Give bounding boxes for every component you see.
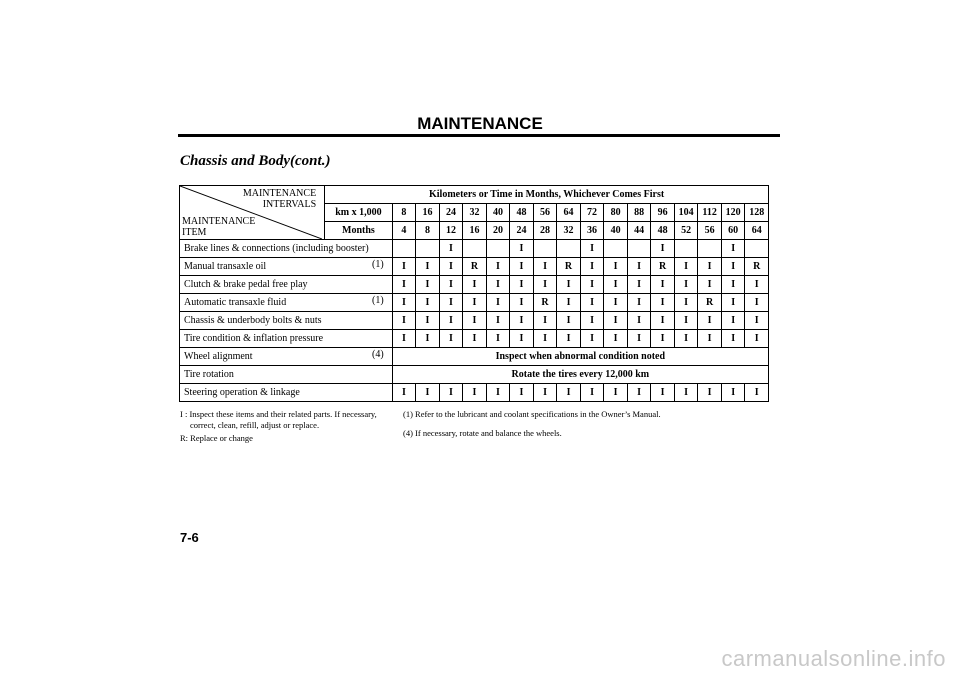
interval-cell: I bbox=[627, 276, 651, 294]
interval-cell: I bbox=[580, 258, 604, 276]
interval-cell: I bbox=[416, 330, 440, 348]
interval-cell: I bbox=[580, 330, 604, 348]
interval-cell: I bbox=[533, 312, 557, 330]
item-note: (4) bbox=[372, 349, 384, 360]
item-label: Automatic transaxle fluid bbox=[184, 297, 287, 308]
interval-cell: R bbox=[745, 258, 769, 276]
interval-cell bbox=[745, 240, 769, 258]
km-cell: 32 bbox=[463, 204, 487, 222]
interval-cell: I bbox=[557, 312, 581, 330]
interval-cell: I bbox=[392, 276, 416, 294]
interval-cell: I bbox=[698, 312, 722, 330]
span-cell: Rotate the tires every 12,000 km bbox=[392, 366, 768, 384]
interval-cell: I bbox=[392, 294, 416, 312]
legend-footnotes bbox=[180, 409, 377, 444]
item-cell bbox=[180, 366, 393, 384]
interval-cell: I bbox=[674, 330, 698, 348]
interval-cell: I bbox=[463, 330, 487, 348]
interval-cell: I bbox=[604, 294, 628, 312]
km-cell: 88 bbox=[627, 204, 651, 222]
interval-cell: I bbox=[510, 294, 534, 312]
item-cell bbox=[180, 294, 393, 312]
km-cell: 48 bbox=[510, 204, 534, 222]
interval-cell bbox=[486, 240, 510, 258]
item-label: Wheel alignment bbox=[184, 351, 253, 362]
interval-cell: R bbox=[533, 294, 557, 312]
interval-cell: R bbox=[651, 258, 675, 276]
interval-cell: I bbox=[604, 258, 628, 276]
months-cell: 60 bbox=[721, 222, 745, 240]
interval-cell: I bbox=[533, 258, 557, 276]
months-cell: 56 bbox=[698, 222, 722, 240]
item-note: (1) bbox=[372, 259, 384, 270]
corner-header bbox=[180, 186, 325, 240]
interval-cell: I bbox=[674, 294, 698, 312]
interval-cell: R bbox=[698, 294, 722, 312]
interval-cell: I bbox=[721, 258, 745, 276]
interval-cell: I bbox=[439, 312, 463, 330]
interval-cell: I bbox=[580, 240, 604, 258]
header-row-top bbox=[180, 186, 769, 204]
table-row bbox=[180, 294, 769, 312]
interval-cell: I bbox=[721, 276, 745, 294]
legend-replace: R: Replace or change bbox=[180, 433, 253, 443]
km-cell: 72 bbox=[580, 204, 604, 222]
months-cell: 44 bbox=[627, 222, 651, 240]
interval-cell: I bbox=[439, 294, 463, 312]
interval-cell: I bbox=[604, 276, 628, 294]
interval-cell: I bbox=[463, 276, 487, 294]
interval-cell: I bbox=[557, 276, 581, 294]
interval-cell: I bbox=[486, 384, 510, 402]
interval-cell bbox=[698, 240, 722, 258]
months-cell: 4 bbox=[392, 222, 416, 240]
interval-cell: I bbox=[580, 294, 604, 312]
watermark: carmanualsonline.info bbox=[721, 646, 946, 671]
title-rule bbox=[178, 134, 780, 137]
table-row bbox=[180, 312, 769, 330]
interval-cell bbox=[557, 240, 581, 258]
interval-cell: I bbox=[416, 294, 440, 312]
interval-cell: I bbox=[721, 240, 745, 258]
legend-inspect: I : Inspect these items and their related parts. If necessary, bbox=[180, 409, 377, 419]
km-cell: 16 bbox=[416, 204, 440, 222]
span-cell: Inspect when abnormal condition noted bbox=[392, 348, 768, 366]
item-label: Tire condition & inflation pressure bbox=[184, 333, 324, 344]
months-cell: 36 bbox=[580, 222, 604, 240]
interval-cell: I bbox=[580, 312, 604, 330]
interval-cell: I bbox=[533, 330, 557, 348]
interval-cell: I bbox=[721, 330, 745, 348]
km-cell: 8 bbox=[392, 204, 416, 222]
months-cell: 64 bbox=[745, 222, 769, 240]
km-cell: 24 bbox=[439, 204, 463, 222]
interval-cell: I bbox=[439, 240, 463, 258]
page-number: 7-6 bbox=[180, 530, 199, 545]
interval-cell: I bbox=[698, 276, 722, 294]
interval-cell: I bbox=[533, 276, 557, 294]
km-cell: 40 bbox=[486, 204, 510, 222]
interval-cell: I bbox=[745, 276, 769, 294]
interval-cell: I bbox=[745, 330, 769, 348]
interval-cell bbox=[604, 240, 628, 258]
item-cell bbox=[180, 330, 393, 348]
interval-cell: R bbox=[557, 258, 581, 276]
interval-cell: I bbox=[392, 330, 416, 348]
item-note: (1) bbox=[372, 295, 384, 306]
interval-cell: I bbox=[698, 330, 722, 348]
interval-cell: I bbox=[604, 312, 628, 330]
months-cell: 40 bbox=[604, 222, 628, 240]
legend-inspect-cont: correct, clean, refill, adjust or replace. bbox=[190, 420, 320, 430]
corner-item-label: MAINTENANCE ITEM bbox=[182, 216, 256, 238]
item-label: Clutch & brake pedal free play bbox=[184, 279, 308, 290]
maintenance-table bbox=[179, 185, 769, 402]
months-cell: 24 bbox=[510, 222, 534, 240]
item-label: Chassis & underbody bolts & nuts bbox=[184, 315, 322, 326]
interval-cell: I bbox=[745, 294, 769, 312]
interval-cell bbox=[392, 240, 416, 258]
table-row bbox=[180, 366, 769, 384]
interval-cell: I bbox=[557, 384, 581, 402]
months-cell: 28 bbox=[533, 222, 557, 240]
months-cell: 16 bbox=[463, 222, 487, 240]
interval-cell: I bbox=[627, 312, 651, 330]
interval-cell: I bbox=[651, 312, 675, 330]
interval-cell: I bbox=[627, 258, 651, 276]
interval-cell: I bbox=[510, 240, 534, 258]
interval-cell: I bbox=[439, 330, 463, 348]
interval-cell: I bbox=[463, 384, 487, 402]
item-cell bbox=[180, 240, 393, 258]
interval-cell: I bbox=[392, 258, 416, 276]
section-title: Chassis and Body(cont.) bbox=[180, 153, 331, 169]
months-cell: 12 bbox=[439, 222, 463, 240]
interval-cell: R bbox=[463, 258, 487, 276]
interval-cell: I bbox=[486, 312, 510, 330]
km-cell: 56 bbox=[533, 204, 557, 222]
interval-cell bbox=[533, 240, 557, 258]
interval-cell: I bbox=[604, 330, 628, 348]
interval-cell: I bbox=[580, 276, 604, 294]
km-cell: 80 bbox=[604, 204, 628, 222]
item-label: Manual transaxle oil bbox=[184, 261, 267, 272]
item-label: Steering operation & linkage bbox=[184, 387, 300, 398]
interval-cell: I bbox=[698, 258, 722, 276]
km-cell: 64 bbox=[557, 204, 581, 222]
item-label: Brake lines & connections (including booster) bbox=[184, 243, 369, 254]
interval-cell: I bbox=[674, 276, 698, 294]
interval-cell: I bbox=[392, 312, 416, 330]
notes-footnotes bbox=[403, 409, 661, 439]
km-cell: 112 bbox=[698, 204, 722, 222]
item-cell bbox=[180, 348, 393, 366]
interval-cell: I bbox=[510, 384, 534, 402]
interval-cell: I bbox=[510, 276, 534, 294]
interval-cell: I bbox=[674, 312, 698, 330]
table-row bbox=[180, 258, 769, 276]
interval-cell: I bbox=[486, 276, 510, 294]
interval-cell: I bbox=[674, 258, 698, 276]
corner-intervals-label: MAINTENANCE INTERVALS bbox=[242, 188, 317, 210]
item-cell bbox=[180, 384, 393, 402]
km-cell: 120 bbox=[721, 204, 745, 222]
interval-cell: I bbox=[698, 384, 722, 402]
months-cell: 48 bbox=[651, 222, 675, 240]
interval-header: Kilometers or Time in Months, Whichever Comes First bbox=[325, 186, 769, 204]
item-cell bbox=[180, 276, 393, 294]
months-cell: 52 bbox=[674, 222, 698, 240]
table-row bbox=[180, 384, 769, 402]
km-cell: 104 bbox=[674, 204, 698, 222]
interval-cell: I bbox=[651, 384, 675, 402]
interval-cell: I bbox=[745, 384, 769, 402]
months-cell: 32 bbox=[557, 222, 581, 240]
interval-cell: I bbox=[510, 258, 534, 276]
interval-cell: I bbox=[627, 384, 651, 402]
item-cell bbox=[180, 258, 393, 276]
interval-cell: I bbox=[486, 258, 510, 276]
interval-cell bbox=[463, 240, 487, 258]
interval-cell: I bbox=[416, 384, 440, 402]
interval-cell: I bbox=[416, 312, 440, 330]
interval-cell: I bbox=[604, 384, 628, 402]
km-cell: 128 bbox=[745, 204, 769, 222]
table-row bbox=[180, 276, 769, 294]
interval-cell: I bbox=[557, 330, 581, 348]
interval-cell: I bbox=[627, 294, 651, 312]
interval-cell: I bbox=[463, 312, 487, 330]
note-4: (4) If necessary, rotate and balance the wheels. bbox=[403, 428, 562, 438]
interval-cell: I bbox=[557, 294, 581, 312]
interval-cell: I bbox=[580, 384, 604, 402]
interval-cell bbox=[627, 240, 651, 258]
interval-cell: I bbox=[721, 312, 745, 330]
interval-cell: I bbox=[721, 384, 745, 402]
interval-cell: I bbox=[463, 294, 487, 312]
interval-cell: I bbox=[651, 330, 675, 348]
interval-cell bbox=[674, 240, 698, 258]
months-label: Months bbox=[325, 222, 392, 240]
interval-cell: I bbox=[439, 258, 463, 276]
table-row bbox=[180, 330, 769, 348]
page-title: MAINTENANCE bbox=[417, 114, 543, 133]
months-cell: 20 bbox=[486, 222, 510, 240]
interval-cell bbox=[416, 240, 440, 258]
interval-cell: I bbox=[392, 384, 416, 402]
item-label: Tire rotation bbox=[184, 369, 234, 380]
interval-cell: I bbox=[486, 330, 510, 348]
table-row bbox=[180, 348, 769, 366]
km-cell: 96 bbox=[651, 204, 675, 222]
interval-cell: I bbox=[627, 330, 651, 348]
interval-cell: I bbox=[486, 294, 510, 312]
interval-cell: I bbox=[510, 312, 534, 330]
km-label: km x 1,000 bbox=[325, 204, 392, 222]
interval-cell: I bbox=[651, 240, 675, 258]
interval-cell: I bbox=[416, 276, 440, 294]
item-cell bbox=[180, 312, 393, 330]
table-row bbox=[180, 240, 769, 258]
interval-cell: I bbox=[416, 258, 440, 276]
interval-cell: I bbox=[745, 312, 769, 330]
interval-cell: I bbox=[651, 276, 675, 294]
interval-cell: I bbox=[510, 330, 534, 348]
months-cell: 8 bbox=[416, 222, 440, 240]
interval-cell: I bbox=[674, 384, 698, 402]
interval-cell: I bbox=[721, 294, 745, 312]
interval-cell: I bbox=[533, 384, 557, 402]
interval-cell: I bbox=[439, 276, 463, 294]
interval-cell: I bbox=[651, 294, 675, 312]
note-1: (1) Refer to the lubricant and coolant specifications in the Owner’s Manual. bbox=[403, 409, 661, 419]
interval-cell: I bbox=[439, 384, 463, 402]
